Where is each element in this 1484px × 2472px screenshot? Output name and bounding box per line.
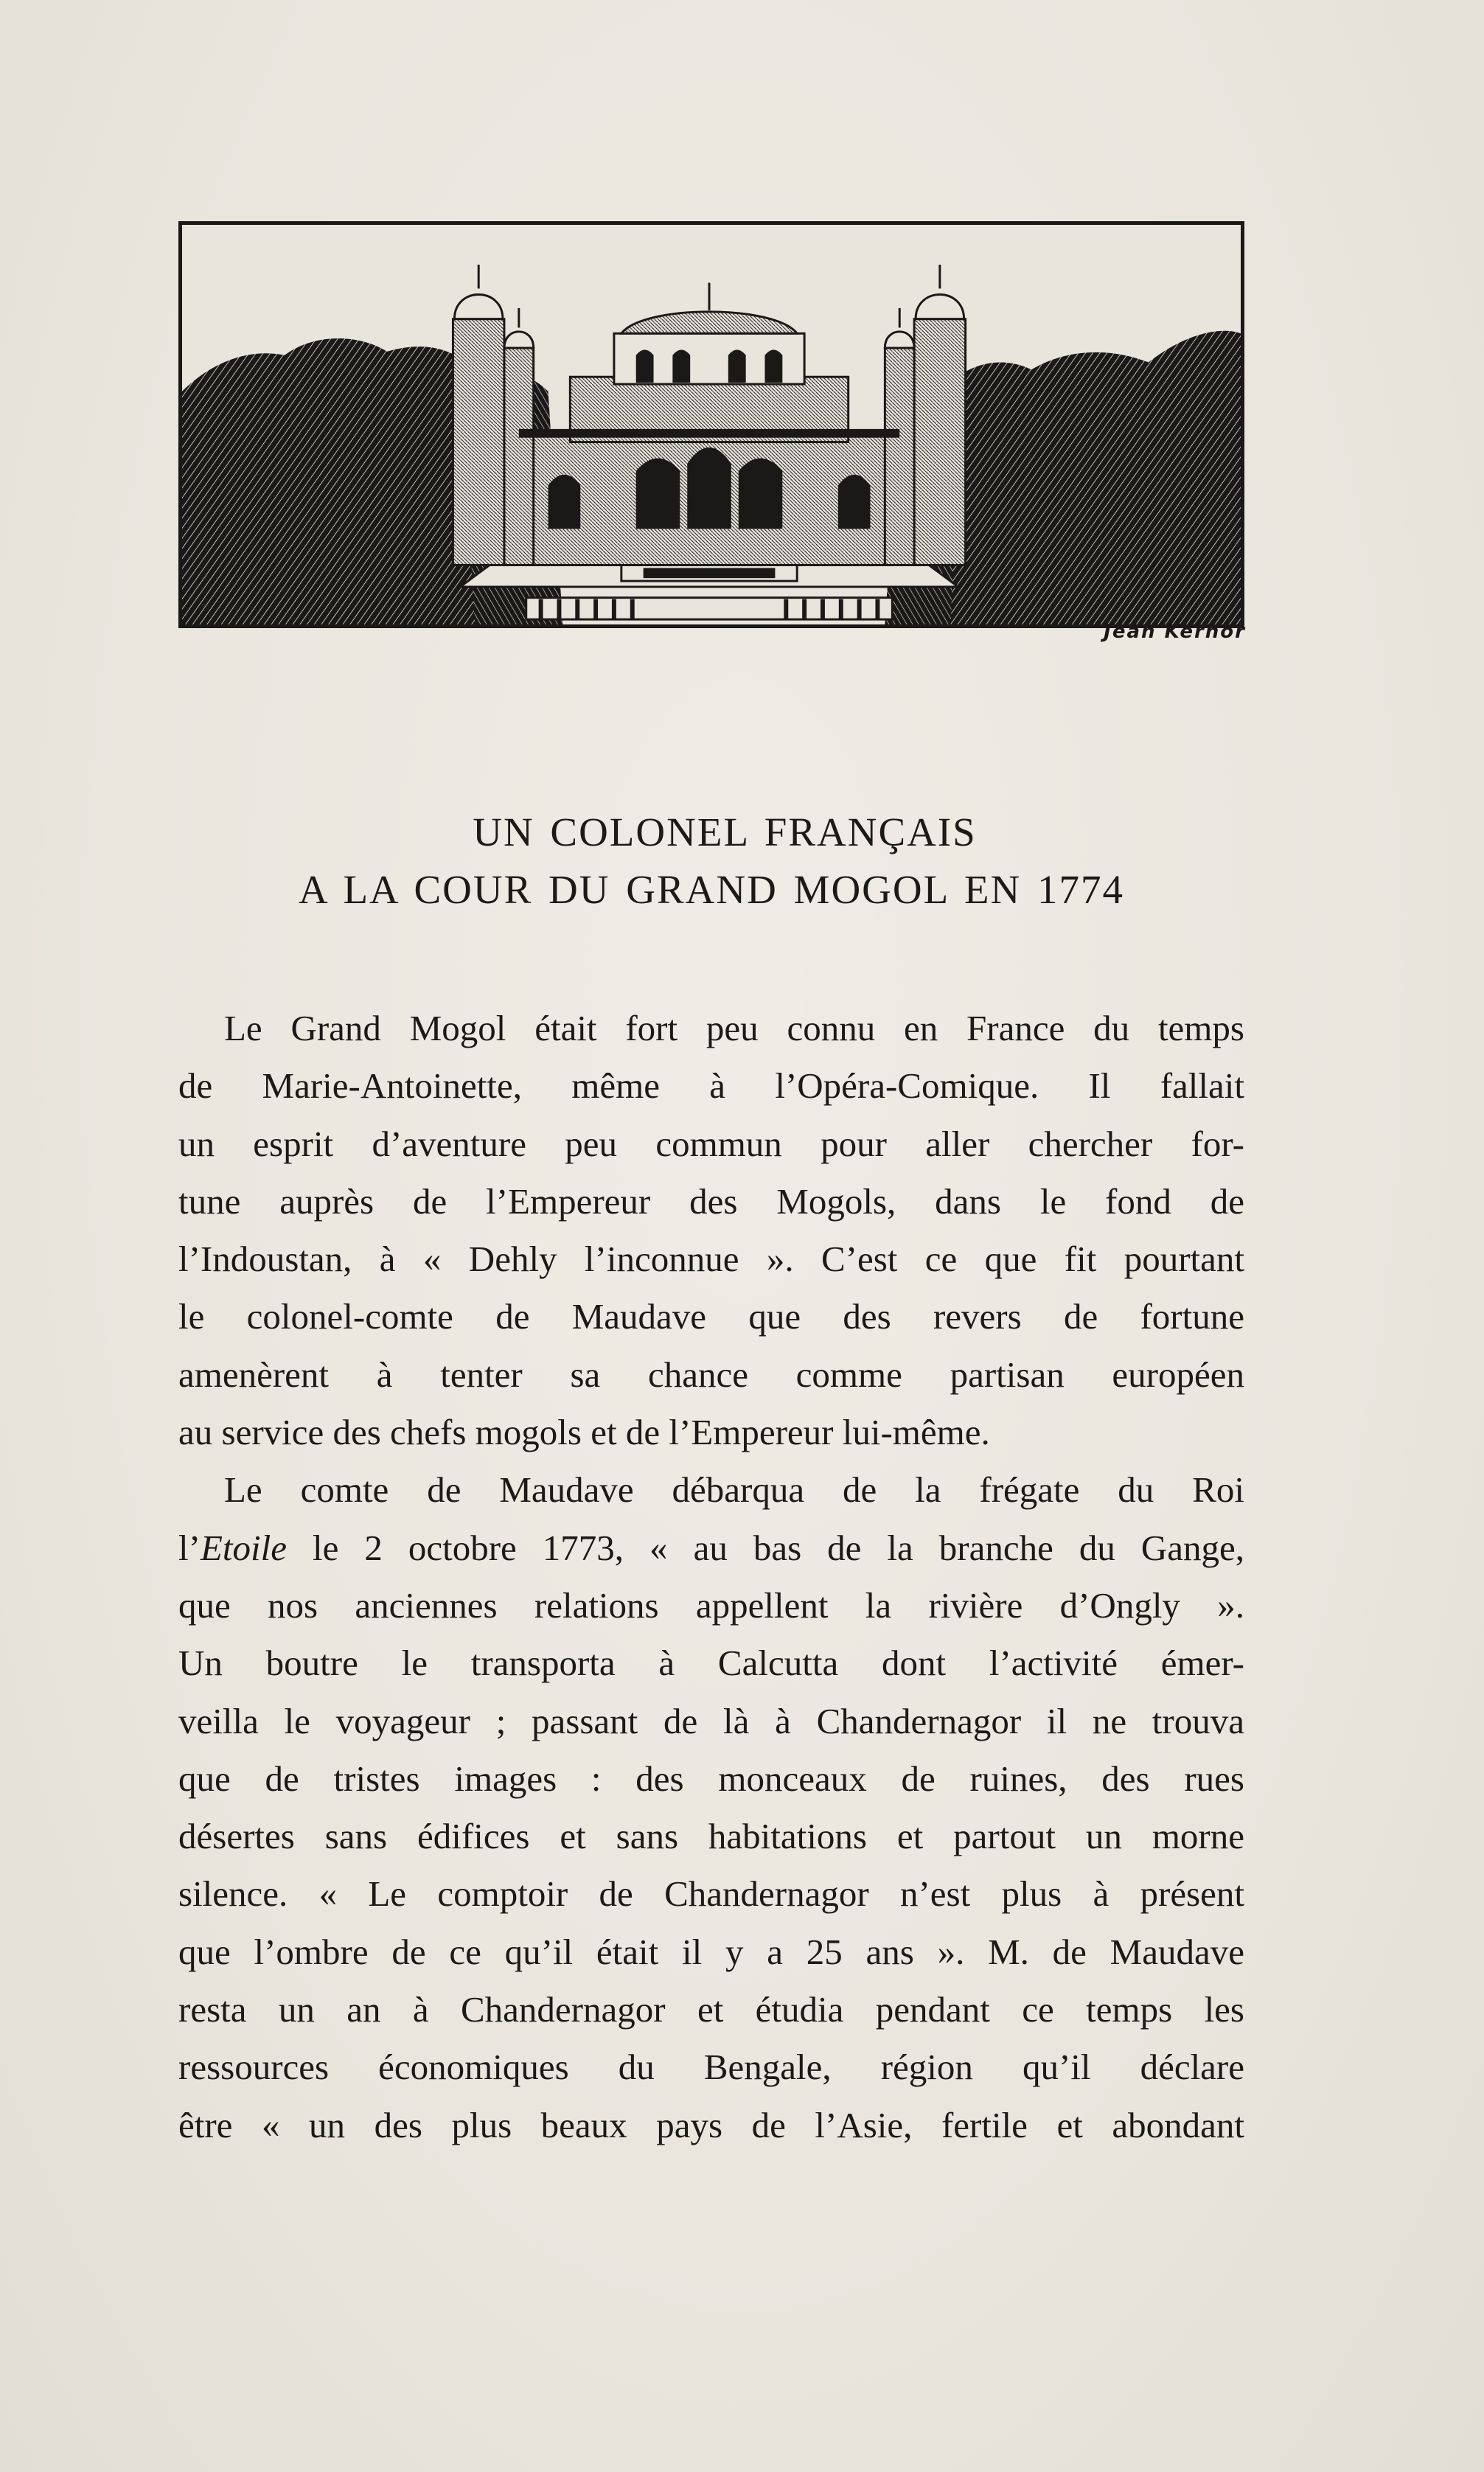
text-line: un esprit d’aventure peu commun pour aller chercher for-: [178, 1123, 1244, 1164]
text-line: que nos anciennes relations appellent la rivière d’Ongly ».: [178, 1584, 1244, 1626]
paragraph-1: [178, 1000, 1244, 1461]
text-line: de Marie-Antoinette, même à l’Opéra-Comique. Il fallait: [178, 1065, 1244, 1107]
text-fragment: l’: [178, 1527, 201, 1568]
text-line: l’Indoustan, à « Dehly l’inconnue ». C’est ce que fit pourtant: [178, 1239, 1244, 1280]
title-line-1: UN COLONEL FRANÇAIS: [473, 810, 977, 854]
text-line: Un boutre le transporta à Calcutta dont l’activité émer-: [178, 1643, 1244, 1684]
text-line: amenèrent à tenter sa chance comme partisan européen: [178, 1354, 1244, 1395]
title-line-2: A LA COUR DU GRAND MOGOL EN 1774: [299, 867, 1124, 912]
mughal-tomb-illustration: [182, 225, 1241, 624]
text-line: que de tristes images : des monceaux de ruines, des rues: [178, 1758, 1244, 1799]
chapter-title: [178, 804, 1244, 919]
text-line: silence. « Le comptoir de Chandernagor n’est plus à présent: [178, 1873, 1244, 1915]
body-text: [178, 1000, 1244, 2154]
paragraph-2: [178, 1461, 1244, 2154]
text-line: que l’ombre de ce qu’il était il y a 25 ans ». M. de Maudave: [178, 1931, 1244, 1972]
text-line: le colonel-comte de Maudave que des revers de fortune: [178, 1296, 1244, 1337]
text-line: être « un des plus beaux pays de l’Asie, fertile et abondant: [178, 2104, 1244, 2145]
text-fragment: le 2 octobre 1773, « au bas de la branche du Gange,: [286, 1527, 1244, 1568]
text-line: tune auprès de l’Empereur des Mogols, dans le fond de: [178, 1180, 1244, 1222]
text-line: Le comte de Maudave débarqua de la frégate du Roi: [224, 1469, 1244, 1511]
text-line: resta un an à Chandernagor et étudia pendant ce temps les: [178, 1989, 1244, 2030]
ship-name: Etoile: [200, 1527, 287, 1568]
text-line: ressources économiques du Bengale, région qu’il déclare: [178, 2047, 1244, 2088]
artist-signature: Jean Kerhor: [1104, 621, 1246, 643]
text-line: veilla le voyageur ; passant de là à Chandernagor il ne trouva: [178, 1700, 1244, 1741]
header-engraving: [178, 221, 1244, 628]
text-line: désertes sans édifices et sans habitations et partout un morne: [178, 1816, 1244, 1857]
text-line: Le Grand Mogol était fort peu connu en France du temps: [224, 1008, 1244, 1048]
text-line: [178, 1519, 1244, 1577]
text-line: au service des chefs mogols et de l’Empereur lui-même.: [178, 1412, 990, 1453]
